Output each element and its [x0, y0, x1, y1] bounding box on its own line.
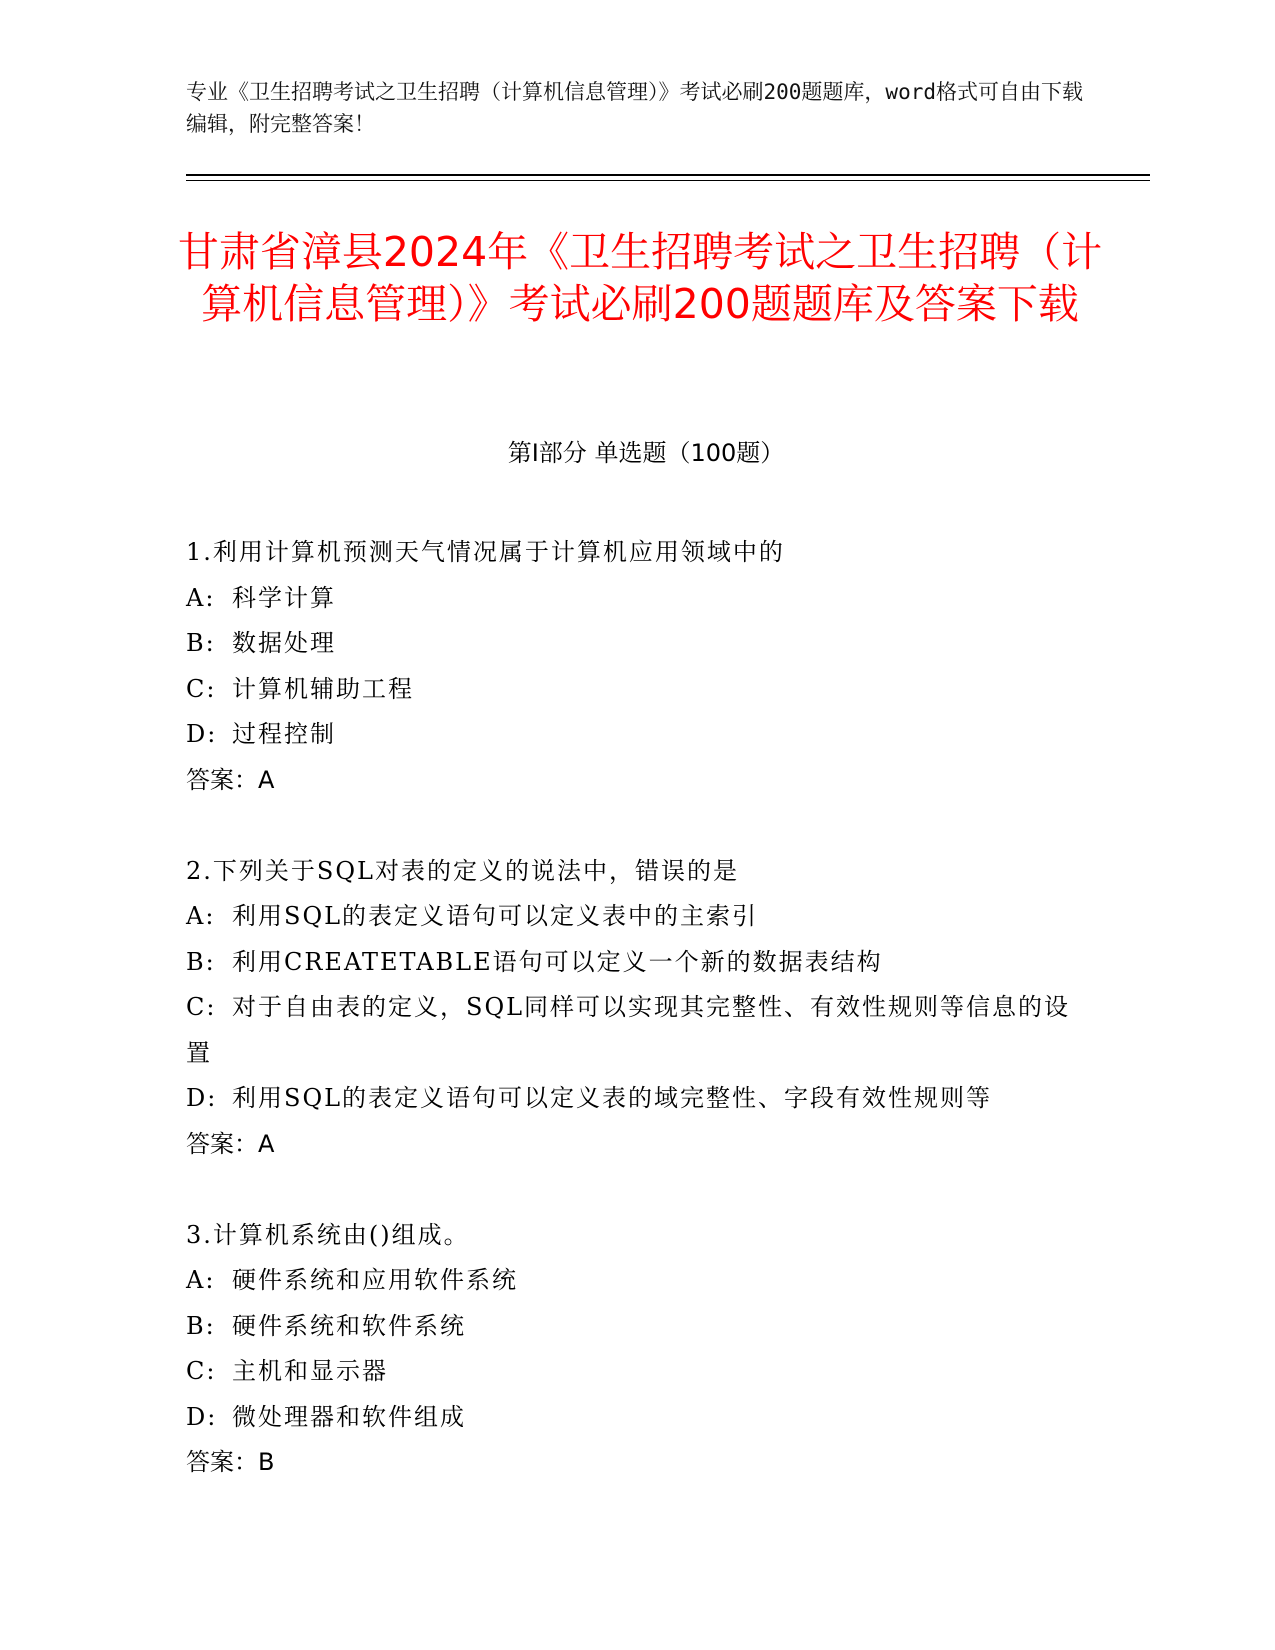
document-title: 甘肃省漳县2024年《卫生招聘考试之卫生招聘（计算机信息管理）》考试必刷200题题库及答案下载	[177, 228, 1103, 328]
option-letter: B:	[186, 947, 216, 976]
option-letter: D:	[186, 1402, 218, 1431]
answer-line: 答案：A	[186, 765, 275, 794]
option-d	[186, 1395, 1086, 1441]
question-list	[186, 530, 1086, 1531]
option-letter: A:	[186, 902, 216, 930]
option-text: 利用SQL的表定义语句可以定义表中的主索引	[232, 902, 759, 930]
option-letter: D:	[186, 720, 218, 748]
header-note: 专业《卫生招聘考试之卫生招聘（计算机信息管理）》考试必刷200题题库，word格式可自由下载编辑，附完整答案！	[186, 80, 1083, 136]
option-a	[186, 576, 1086, 622]
option-letter: C:	[186, 1357, 217, 1385]
option-a	[186, 1258, 1086, 1304]
option-text: 计算机辅助工程	[232, 674, 414, 703]
option-d	[186, 1076, 1086, 1122]
option-letter: B:	[186, 1311, 216, 1340]
option-letter: A:	[186, 1266, 216, 1294]
section-title: 第Ⅰ部分 单选题（100题）	[507, 439, 785, 467]
option-text: 利用SQL的表定义语句可以定义表的域完整性、字段有效性规则等	[232, 1084, 993, 1112]
option-c	[186, 985, 1086, 1076]
question-stem: 1.利用计算机预测天气情况属于计算机应用领域中的	[186, 538, 785, 566]
question-stem: 3.计算机系统由()组成。	[186, 1220, 470, 1249]
option-b	[186, 1304, 1086, 1350]
question-2	[186, 849, 1086, 1167]
header-rule-thick	[186, 174, 1150, 176]
option-text: 过程控制	[232, 720, 336, 748]
option-a	[186, 894, 1086, 940]
option-text: 利用CREATETABLE语句可以定义一个新的数据表结构	[232, 947, 883, 976]
question-stem: 2.下列关于SQL对表的定义的说法中，错误的是	[186, 856, 739, 885]
option-text: 硬件系统和应用软件系统	[232, 1266, 518, 1294]
question-1	[186, 530, 1086, 803]
option-letter: B:	[186, 629, 216, 657]
option-letter: C:	[186, 674, 217, 703]
option-letter: D:	[186, 1084, 218, 1112]
option-b	[186, 940, 1086, 986]
option-text: 对于自由表的定义，SQL同样可以实现其完整性、有效性规则等信息的设置	[186, 993, 1071, 1067]
option-c	[186, 1349, 1086, 1395]
option-text: 微处理器和软件组成	[232, 1402, 466, 1431]
header-rule-thin	[186, 180, 1150, 181]
answer-line: 答案：B	[186, 1448, 275, 1476]
option-letter: C:	[186, 993, 217, 1021]
option-text: 硬件系统和软件系统	[232, 1311, 466, 1340]
option-b	[186, 621, 1086, 667]
option-letter: A:	[186, 583, 216, 612]
option-d	[186, 712, 1086, 758]
answer-line: 答案：A	[186, 1129, 275, 1158]
option-text: 主机和显示器	[232, 1357, 388, 1385]
option-text: 科学计算	[232, 583, 336, 612]
question-3	[186, 1213, 1086, 1486]
option-text: 数据处理	[232, 629, 336, 657]
option-c	[186, 667, 1086, 713]
